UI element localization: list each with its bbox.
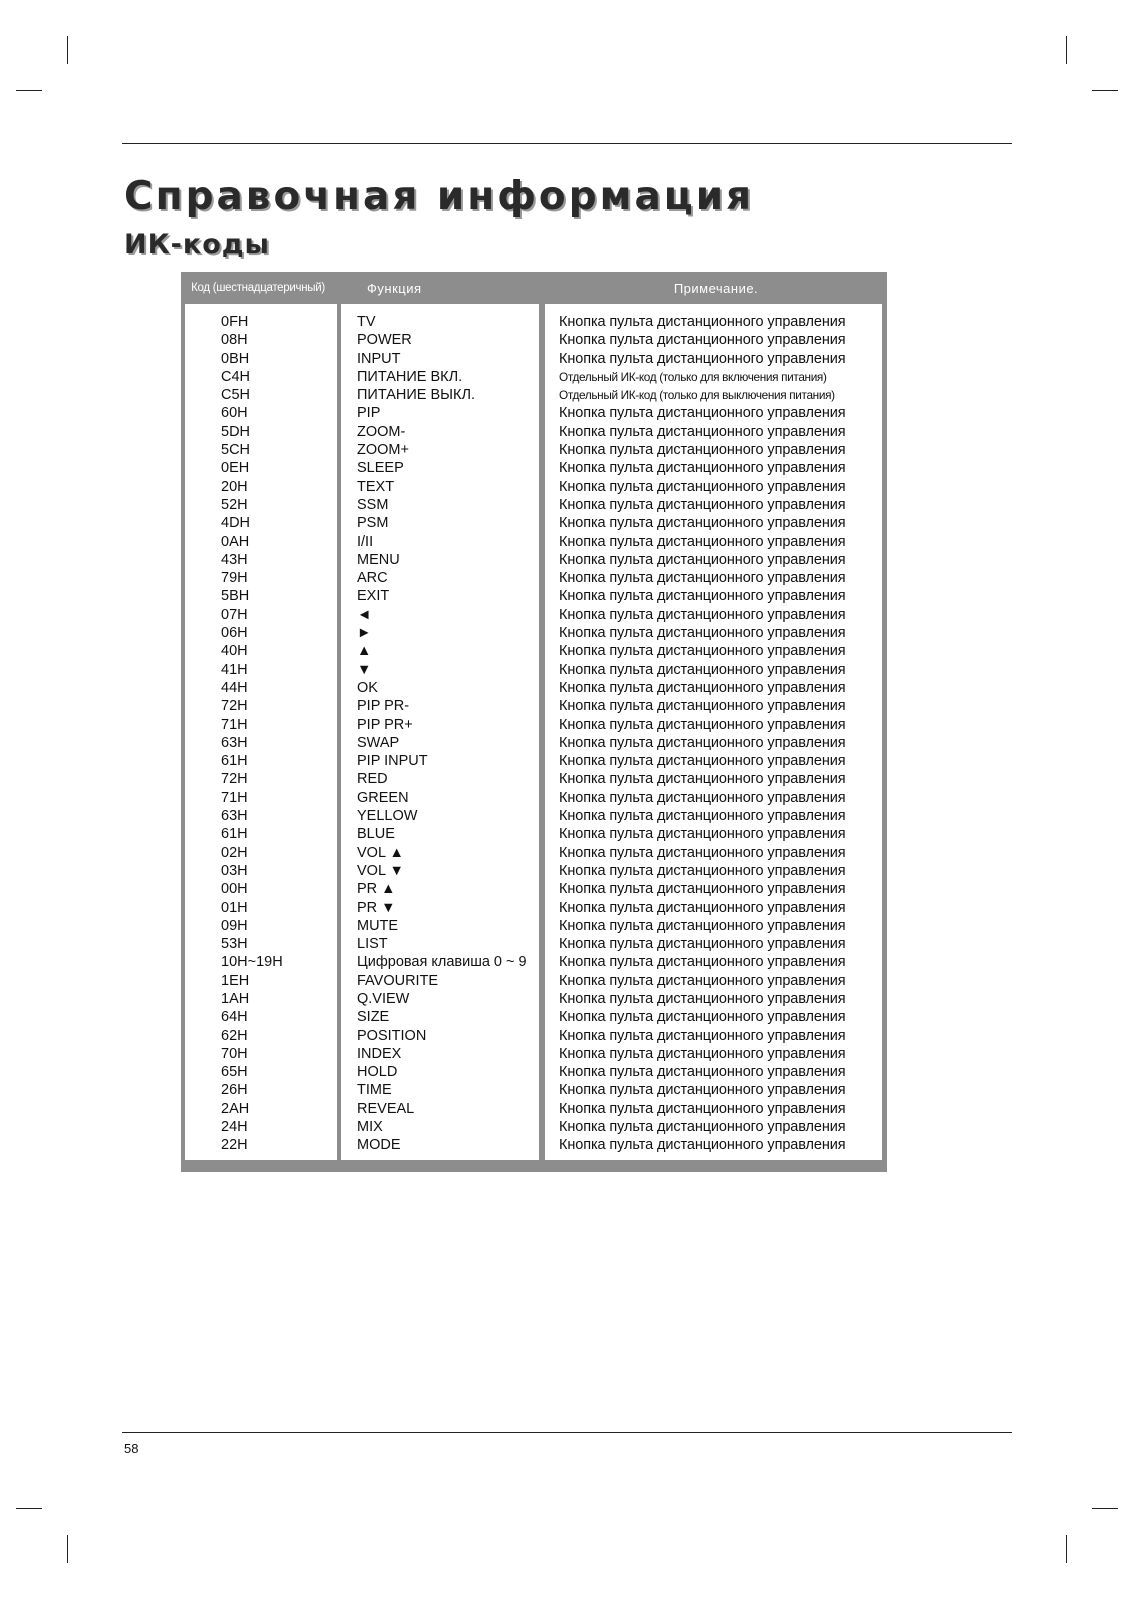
function-cell: VOL ▲: [357, 844, 404, 861]
table-row: [181, 917, 887, 935]
table-row: [181, 972, 887, 990]
table-row: [181, 514, 887, 532]
note-cell: Кнопка пульта дистанционного управления: [559, 917, 846, 934]
note-cell: Кнопка пульта дистанционного управления: [559, 972, 846, 989]
table-row: [181, 825, 887, 843]
crop-mark: [16, 1508, 42, 1509]
note-cell: Кнопка пульта дистанционного управления: [559, 1119, 846, 1136]
code-cell: 72H: [221, 771, 248, 788]
code-cell: 64H: [221, 1009, 248, 1026]
note-cell: Кнопка пульта дистанционного управления: [559, 789, 846, 806]
table-row: [181, 350, 887, 368]
code-cell: 61H: [221, 753, 248, 770]
function-cell: MIX: [357, 1119, 383, 1136]
code-cell: 10H~19H: [221, 954, 283, 971]
function-cell: ▼: [357, 661, 372, 678]
ir-codes-table: [181, 272, 887, 1172]
table-row: [181, 423, 887, 441]
code-cell: 62H: [221, 1027, 248, 1044]
note-cell: Отдельный ИК-код (только для выключения питания): [559, 388, 835, 403]
note-cell: Кнопка пульта дистанционного управления: [559, 533, 846, 550]
code-cell: 5BH: [221, 588, 250, 605]
note-cell: Кнопка пульта дистанционного управления: [559, 716, 846, 733]
table-row: [181, 661, 887, 679]
note-cell: Кнопка пульта дистанционного управления: [559, 1082, 846, 1099]
table-row: [181, 990, 887, 1008]
function-cell: FAVOURITE: [357, 972, 439, 989]
table-row: [181, 313, 887, 331]
function-cell: SLEEP: [357, 460, 404, 477]
function-cell: ZOOM+: [357, 442, 409, 459]
table-row: [181, 642, 887, 660]
function-cell: ►: [357, 625, 372, 642]
table-row: [181, 862, 887, 880]
code-cell: 01H: [221, 899, 248, 916]
note-cell: Отдельный ИК-код (только для включения питания): [559, 369, 827, 384]
function-cell: POSITION: [357, 1027, 427, 1044]
function-cell: MUTE: [357, 917, 399, 934]
table-row: [181, 624, 887, 642]
function-cell: PIP PR-: [357, 698, 410, 715]
table-row: [181, 734, 887, 752]
code-cell: C4H: [221, 368, 251, 385]
function-cell: PIP INPUT: [357, 753, 428, 770]
note-cell: Кнопка пульта дистанционного управления: [559, 625, 846, 642]
table-row: [181, 770, 887, 788]
function-cell: VOL ▼: [357, 862, 404, 879]
table-row: [181, 569, 887, 587]
code-cell: 63H: [221, 808, 248, 825]
crop-mark: [67, 1535, 68, 1563]
code-cell: 70H: [221, 1045, 248, 1062]
function-cell: REVEAL: [357, 1100, 415, 1117]
code-cell: 43H: [221, 551, 248, 568]
function-cell: GREEN: [357, 789, 409, 806]
note-cell: Кнопка пульта дистанционного управления: [559, 1027, 846, 1044]
table-row: [181, 1081, 887, 1099]
table-row: [181, 404, 887, 422]
function-cell: POWER: [357, 332, 412, 349]
function-cell: BLUE: [357, 826, 395, 843]
function-cell: PSM: [357, 515, 389, 532]
code-cell: 07H: [221, 606, 248, 623]
note-cell: Кнопка пульта дистанционного управления: [559, 606, 846, 623]
code-cell: 71H: [221, 789, 248, 806]
code-cell: 44H: [221, 679, 248, 696]
function-cell: I/II: [357, 533, 374, 550]
code-cell: 60H: [221, 405, 248, 422]
code-cell: 2AH: [221, 1100, 250, 1117]
note-cell: Кнопка пульта дистанционного управления: [559, 936, 846, 953]
note-cell: Кнопка пульта дистанционного управления: [559, 1045, 846, 1062]
table-row: [181, 697, 887, 715]
function-cell: TV: [357, 314, 376, 330]
note-cell: Кнопка пульта дистанционного управления: [559, 551, 846, 568]
function-cell: MODE: [357, 1137, 401, 1154]
function-cell: TEXT: [357, 478, 395, 495]
table-row: [181, 1118, 887, 1136]
note-cell: Кнопка пульта дистанционного управления: [559, 423, 846, 440]
code-cell: 79H: [221, 570, 248, 587]
function-cell: ZOOM-: [357, 423, 406, 440]
code-cell: 41H: [221, 661, 248, 678]
code-cell: 1EH: [221, 972, 250, 989]
function-cell: TIME: [357, 1082, 392, 1099]
table-row: [181, 587, 887, 605]
function-cell: ARC: [357, 570, 388, 587]
note-cell: Кнопка пульта дистанционного управления: [559, 990, 846, 1007]
function-cell: LIST: [357, 936, 388, 953]
function-cell: YELLOW: [357, 808, 418, 825]
table-row: [181, 386, 887, 404]
code-cell: 0FH: [221, 314, 249, 330]
code-cell: 03H: [221, 862, 248, 879]
table-row: [181, 1027, 887, 1045]
note-cell: Кнопка пульта дистанционного управления: [559, 1137, 846, 1154]
table-row: [181, 533, 887, 551]
note-cell: Кнопка пульта дистанционного управления: [559, 698, 846, 715]
note-cell: Кнопка пульта дистанционного управления: [559, 570, 846, 587]
code-cell: 5CH: [221, 442, 251, 459]
note-cell: Кнопка пульта дистанционного управления: [559, 405, 846, 422]
function-cell: Q.VIEW: [357, 990, 410, 1007]
header-function: Функция: [367, 280, 422, 296]
code-cell: 1AH: [221, 990, 250, 1007]
function-cell: ПИТАНИЕ ВЫКЛ.: [357, 387, 475, 404]
function-cell: INPUT: [357, 350, 401, 367]
table-row: [181, 752, 887, 770]
table-row: [181, 935, 887, 953]
table-row: [181, 368, 887, 386]
function-cell: ПИТАНИЕ ВКЛ.: [357, 368, 463, 385]
function-cell: OK: [357, 679, 378, 696]
table-row: [181, 459, 887, 477]
crop-mark: [67, 36, 68, 64]
function-cell: PIP PR+: [357, 716, 413, 733]
function-cell: EXIT: [357, 588, 390, 605]
table-row: [181, 880, 887, 898]
function-cell: HOLD: [357, 1064, 398, 1081]
function-cell: MENU: [357, 551, 400, 568]
note-cell: Кнопка пульта дистанционного управления: [559, 862, 846, 879]
code-cell: 61H: [221, 826, 248, 843]
code-cell: 4DH: [221, 515, 251, 532]
code-cell: 5DH: [221, 423, 251, 440]
table-row: [181, 1045, 887, 1063]
table-row: [181, 441, 887, 459]
table-row: [181, 1063, 887, 1081]
function-cell: PR ▼: [357, 899, 396, 916]
page-number: 58: [124, 1441, 139, 1456]
code-cell: 71H: [221, 716, 248, 733]
note-cell: Кнопка пульта дистанционного управления: [559, 826, 846, 843]
table-row: [181, 551, 887, 569]
code-cell: 20H: [221, 478, 248, 495]
table-row: [181, 1008, 887, 1026]
note-cell: Кнопка пульта дистанционного управления: [559, 350, 846, 367]
function-cell: ◄: [357, 606, 372, 623]
note-cell: Кнопка пульта дистанционного управления: [559, 679, 846, 696]
note-cell: Кнопка пульта дистанционного управления: [559, 314, 846, 330]
code-cell: 02H: [221, 844, 248, 861]
note-cell: Кнопка пульта дистанционного управления: [559, 478, 846, 495]
table-row: [181, 679, 887, 697]
header-note: Примечание.: [673, 280, 759, 296]
note-cell: Кнопка пульта дистанционного управления: [559, 954, 846, 971]
crop-mark: [1066, 1535, 1067, 1563]
function-cell: PR ▲: [357, 881, 396, 898]
table-row: [181, 953, 887, 971]
note-cell: Кнопка пульта дистанционного управления: [559, 1100, 846, 1117]
note-cell: Кнопка пульта дистанционного управления: [559, 1009, 846, 1026]
code-cell: 0EH: [221, 460, 250, 477]
top-rule: [122, 143, 1012, 144]
note-cell: Кнопка пульта дистанционного управления: [559, 442, 846, 459]
code-cell: 0BH: [221, 350, 250, 367]
note-cell: Кнопка пульта дистанционного управления: [559, 460, 846, 477]
code-cell: 00H: [221, 881, 248, 898]
table-row: [181, 1136, 887, 1154]
note-cell: Кнопка пульта дистанционного управления: [559, 808, 846, 825]
note-cell: Кнопка пульта дистанционного управления: [559, 496, 846, 513]
code-cell: 40H: [221, 643, 248, 660]
function-cell: Цифровая клавиша 0 ~ 9: [357, 954, 527, 971]
note-cell: Кнопка пульта дистанционного управления: [559, 844, 846, 861]
note-cell: Кнопка пульта дистанционного управления: [559, 661, 846, 678]
function-cell: INDEX: [357, 1045, 402, 1062]
note-cell: Кнопка пульта дистанционного управления: [559, 643, 846, 660]
code-cell: C5H: [221, 387, 251, 404]
code-cell: 26H: [221, 1082, 248, 1099]
function-cell: SWAP: [357, 734, 400, 751]
note-cell: Кнопка пульта дистанционного управления: [559, 753, 846, 770]
note-cell: Кнопка пульта дистанционного управления: [559, 1064, 846, 1081]
table-row: [181, 478, 887, 496]
table-row: [181, 716, 887, 734]
function-cell: SIZE: [357, 1009, 390, 1026]
code-cell: 09H: [221, 917, 248, 934]
crop-mark: [1066, 36, 1067, 64]
function-cell: PIP: [357, 405, 381, 422]
bottom-rule: [122, 1432, 1012, 1433]
table-row: [181, 789, 887, 807]
table-row: [181, 844, 887, 862]
function-cell: SSM: [357, 496, 389, 513]
code-cell: 65H: [221, 1064, 248, 1081]
table-row: [181, 899, 887, 917]
table-row: [181, 807, 887, 825]
function-cell: RED: [357, 771, 388, 788]
code-cell: 72H: [221, 698, 248, 715]
note-cell: Кнопка пульта дистанционного управления: [559, 515, 846, 532]
table-body: [181, 313, 887, 1155]
code-cell: 06H: [221, 625, 248, 642]
table-row: [181, 1100, 887, 1118]
code-cell: 08H: [221, 332, 248, 349]
table-row: [181, 496, 887, 514]
table-row: [181, 331, 887, 349]
crop-mark: [16, 90, 42, 91]
code-cell: 0AH: [221, 533, 250, 550]
note-cell: Кнопка пульта дистанционного управления: [559, 734, 846, 751]
note-cell: Кнопка пульта дистанционного управления: [559, 881, 846, 898]
section-title: ИК-коды: [124, 229, 270, 260]
note-cell: Кнопка пульта дистанционного управления: [559, 588, 846, 605]
note-cell: Кнопка пульта дистанционного управления: [559, 332, 846, 349]
code-cell: 53H: [221, 936, 248, 953]
crop-mark: [1092, 90, 1118, 91]
note-cell: Кнопка пульта дистанционного управления: [559, 899, 846, 916]
crop-mark: [1092, 1508, 1118, 1509]
code-cell: 22H: [221, 1137, 248, 1154]
code-cell: 52H: [221, 496, 248, 513]
function-cell: ▲: [357, 643, 372, 660]
table-row: [181, 606, 887, 624]
header-code: Код (шестнадцатеричный): [191, 282, 325, 294]
code-cell: 63H: [221, 734, 248, 751]
code-cell: 24H: [221, 1119, 248, 1136]
page-title: Справочная информация: [124, 174, 755, 219]
note-cell: Кнопка пульта дистанционного управления: [559, 771, 846, 788]
